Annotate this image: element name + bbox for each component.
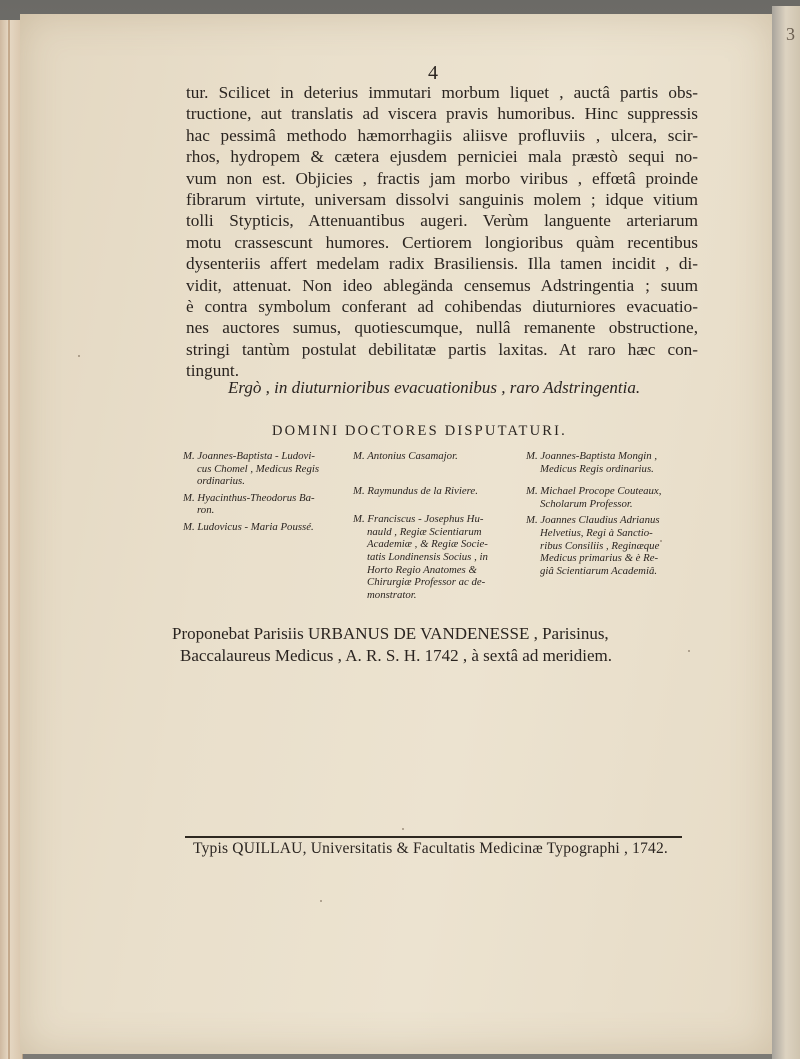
- disputant-entry: [353, 485, 525, 498]
- disputant-line: M. Franciscus - Josephus Hu-: [353, 513, 484, 526]
- disputant-line: M. Raymundus de la Riviere.: [353, 484, 478, 497]
- disputant-entry: [183, 450, 353, 488]
- disputant-entry: [183, 521, 353, 534]
- disputant-line: M. Michael Procope Couteaux,: [526, 485, 662, 498]
- printer-imprint: Typis QUILLAU, Universitatis & Facultatis Medicinæ Typographi , 1742.: [193, 840, 669, 857]
- disputant-line: ribus Consiliis , Reginæque: [540, 539, 660, 552]
- imprint-rule: [185, 836, 682, 838]
- disputant-entry: [353, 450, 525, 463]
- body-line: tructione, aut translatis ad viscera pravis humoribus. Hinc suppressis: [186, 104, 698, 124]
- disputants-column: [183, 450, 353, 538]
- disputant-entry: [183, 492, 353, 517]
- disputant-entry: [526, 485, 706, 510]
- body-line: hac pessimâ methodo hæmorrhagiis aliisve profluviis , ulcera, scir-: [186, 125, 698, 145]
- disputant-line: ron.: [197, 504, 215, 517]
- body-line: nes auctores sumus, quotiescumque, nullâ remanente obstructione,: [186, 318, 698, 338]
- disputant-line: M. Antonius Casamajor.: [353, 450, 458, 462]
- disputant-line: Chirurgiæ Professor ac de-: [367, 576, 486, 589]
- body-line: tur. Scilicet in deterius immutari morbum liquet , auctâ partis obs-: [186, 83, 698, 102]
- disputant-line: Horto Regio Anatomes &: [367, 563, 477, 576]
- page-number: 4: [428, 62, 438, 84]
- disputant-line: M. Joannes-Baptista - Ludovi-: [183, 450, 315, 462]
- disputant-line: giâ Scientiarum Academiâ.: [540, 564, 658, 577]
- disputant-line: Medicus Regis ordinarius.: [540, 462, 654, 475]
- body-line: motu crassescunt humores. Certiorem longioribus quàm recentibus: [186, 232, 698, 252]
- proposal-line: Baccalaureus Medicus , A. R. S. H. 1742 , à sextâ ad meridiem.: [180, 646, 612, 665]
- disputant-line: M. Joannes Claudius Adrianus: [526, 514, 660, 527]
- disputant-line: Scholarum Professor.: [540, 497, 633, 510]
- body-line: rhos, hydropem & cætera ejusdem perniciei mala præstò sequi no-: [186, 147, 698, 167]
- disputant-entry: [353, 513, 525, 601]
- proposal-statement: [172, 623, 697, 667]
- body-line: è contra symbolum conferant ad cohibendas diuturniores evacuatio-: [186, 297, 698, 317]
- body-paragraph: [186, 82, 698, 382]
- disputant-line: ordinarius.: [197, 475, 245, 488]
- body-line: dysenteriis affert medelam radix Brasiliensis. Illa tamen incidit , di-: [186, 254, 698, 274]
- proposal-line: Proponebat Parisiis URBANUS DE VANDENESSE , Parisinus,: [172, 624, 609, 643]
- disputants-column: [353, 450, 525, 605]
- disputant-line: Academiæ , & Regiæ Socie-: [367, 538, 488, 551]
- disputant-line: Medicus primarius & è Re-: [540, 552, 659, 565]
- body-line: tolli Stypticis, Attenuantibus augeri. Verùm languente arteriarum: [186, 211, 698, 231]
- disputant-line: M. Joannes-Baptista Mongin ,: [526, 450, 658, 462]
- disputant-line: Helvetius, Regi à Sanctio-: [540, 526, 653, 539]
- disputant-line: cus Chomel , Medicus Regis: [197, 462, 320, 475]
- disputant-line: M. Hyacinthus-Theodorus Ba-: [183, 491, 315, 504]
- disputants-column: [526, 450, 706, 581]
- disputant-line: tatis Londinensis Socius , in: [367, 550, 488, 563]
- body-line: stringi tantùm postulat debilitatæ partis laxitas. At raro hæc con-: [186, 339, 698, 359]
- body-line: vum non est. Objicies , fractis jam morbo viribus , effœtâ proinde: [186, 168, 698, 188]
- body-line: vidit, attenuat. Non ideo ablegända censemus Adstringentia ; suum: [186, 275, 698, 295]
- disputants-heading: DOMINI DOCTORES DISPUTATURI.: [272, 423, 568, 439]
- disputant-line: M. Ludovicus - Maria Poussé.: [183, 520, 314, 533]
- conclusion-statement: Ergò , in diuturnioribus evacuationibus , raro Adstringentia.: [228, 378, 641, 397]
- disputant-line: monstrator.: [367, 588, 417, 601]
- edge-mark: 3: [786, 24, 795, 44]
- disputant-entry: [526, 450, 706, 475]
- disputant-line: nauld , Regiæ Scientiarum: [367, 525, 482, 538]
- disputant-entry: [526, 514, 706, 577]
- body-line: fibrarum virtute, universam dissolvi sanguinis molem ; idque vitium: [186, 190, 698, 210]
- body-line: tingunt.: [186, 361, 239, 381]
